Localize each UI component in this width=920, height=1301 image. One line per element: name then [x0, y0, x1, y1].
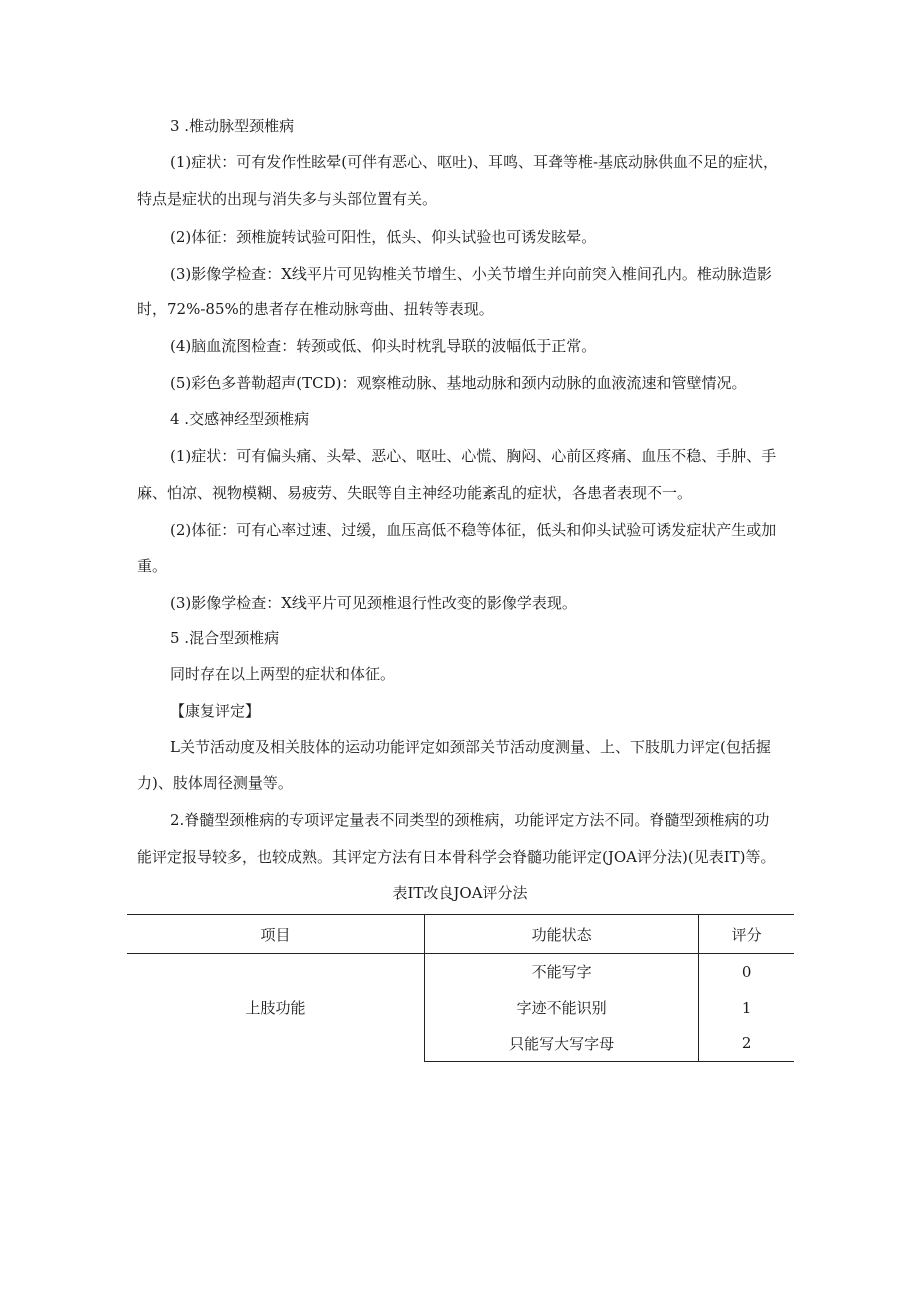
paragraph-line: (2)体征：可有心率过速、过缓，血压高低不稳等体征，低头和仰头试验可诱发症状产生或加 — [170, 521, 777, 539]
heading-sympathetic-type: 4 .交感神经型颈椎病 — [170, 410, 310, 428]
table-row — [127, 954, 794, 990]
joa-score-table — [127, 914, 794, 1062]
heading-mixed-type: 5 .混合型颈椎病 — [170, 629, 280, 647]
score-cell: 2 — [699, 1026, 794, 1062]
header-score: 评分 — [699, 915, 794, 954]
paragraph-line: (3)影像学检查：X线平片可见钩椎关节增生、小关节增生并向前突入椎间孔内。椎动脉造影 — [170, 265, 772, 283]
paragraph-line: (4)脑血流图检查：转颈或低、仰头时枕乳导联的波幅低于正常。 — [170, 337, 597, 355]
function-state-cell: 字迹不能识别 — [425, 990, 699, 1026]
table-caption: 表IT改良JOA评分法 — [392, 884, 528, 902]
paragraph-line: 时，72%-85%的患者存在椎动脉弯曲、扭转等表现。 — [137, 300, 494, 318]
paragraph-line: 重。 — [137, 557, 168, 575]
paragraph-line: 同时存在以上两型的症状和体征。 — [170, 665, 396, 683]
function-state-cell: 不能写字 — [425, 954, 699, 990]
paragraph-line: (2)体征：颈椎旋转试验可阳性，低头、仰头试验也可诱发眩晕。 — [170, 228, 597, 246]
header-item: 项目 — [127, 915, 425, 954]
paragraph-line: 麻、怕凉、视物模糊、易疲劳、失眠等自主神经功能紊乱的症状，各患者表现不一。 — [137, 484, 693, 502]
header-function-state: 功能状态 — [425, 915, 699, 954]
paragraph-line: 2.脊髓型颈椎病的专项评定量表不同类型的颈椎病，功能评定方法不同。脊髓型颈椎病的功 — [170, 811, 770, 829]
paragraph-line: L关节活动度及相关肢体的运动功能评定如颈部关节活动度测量、上、下肢肌力评定(包括握 — [170, 738, 771, 756]
heading-vertebral-artery-type: 3 .椎动脉型颈椎病 — [170, 117, 295, 135]
paragraph-line: (5)彩色多普勒超声(TCD)：观察椎动脉、基地动脉和颈内动脉的血液流速和管壁情况。 — [170, 374, 747, 392]
paragraph-line: (1)症状：可有发作性眩晕(可伴有恶心、呕吐)、耳鸣、耳聋等椎-基底动脉供血不足的症状， — [170, 153, 779, 171]
score-cell: 0 — [741, 962, 752, 981]
paragraph-line: (1)症状：可有偏头痛、头晕、恶心、呕吐、心慌、胸闷、心前区疼痛、血压不稳、手肿、手 — [170, 447, 777, 465]
group-label-upper-limb: 上肢功能 — [127, 954, 425, 1062]
paragraph-line: 力)、肢体周径测量等。 — [137, 774, 293, 792]
paragraph-line: (3)影像学检查：X线平片可见颈椎退行性改变的影像学表现。 — [170, 594, 577, 612]
section-heading-rehab-assessment: 【康复评定】 — [170, 702, 261, 720]
paragraph-line: 特点是症状的出现与消失多与头部位置有关。 — [137, 190, 438, 208]
paragraph-line: 能评定报导较多，也较成熟。其评定方法有日本骨科学会脊髓功能评定(JOA评分法)(见表IT)等。 — [137, 848, 776, 866]
score-cell: 1 — [741, 998, 752, 1017]
function-state-cell: 只能写大写字母 — [425, 1026, 699, 1062]
table-header-row — [127, 915, 794, 954]
